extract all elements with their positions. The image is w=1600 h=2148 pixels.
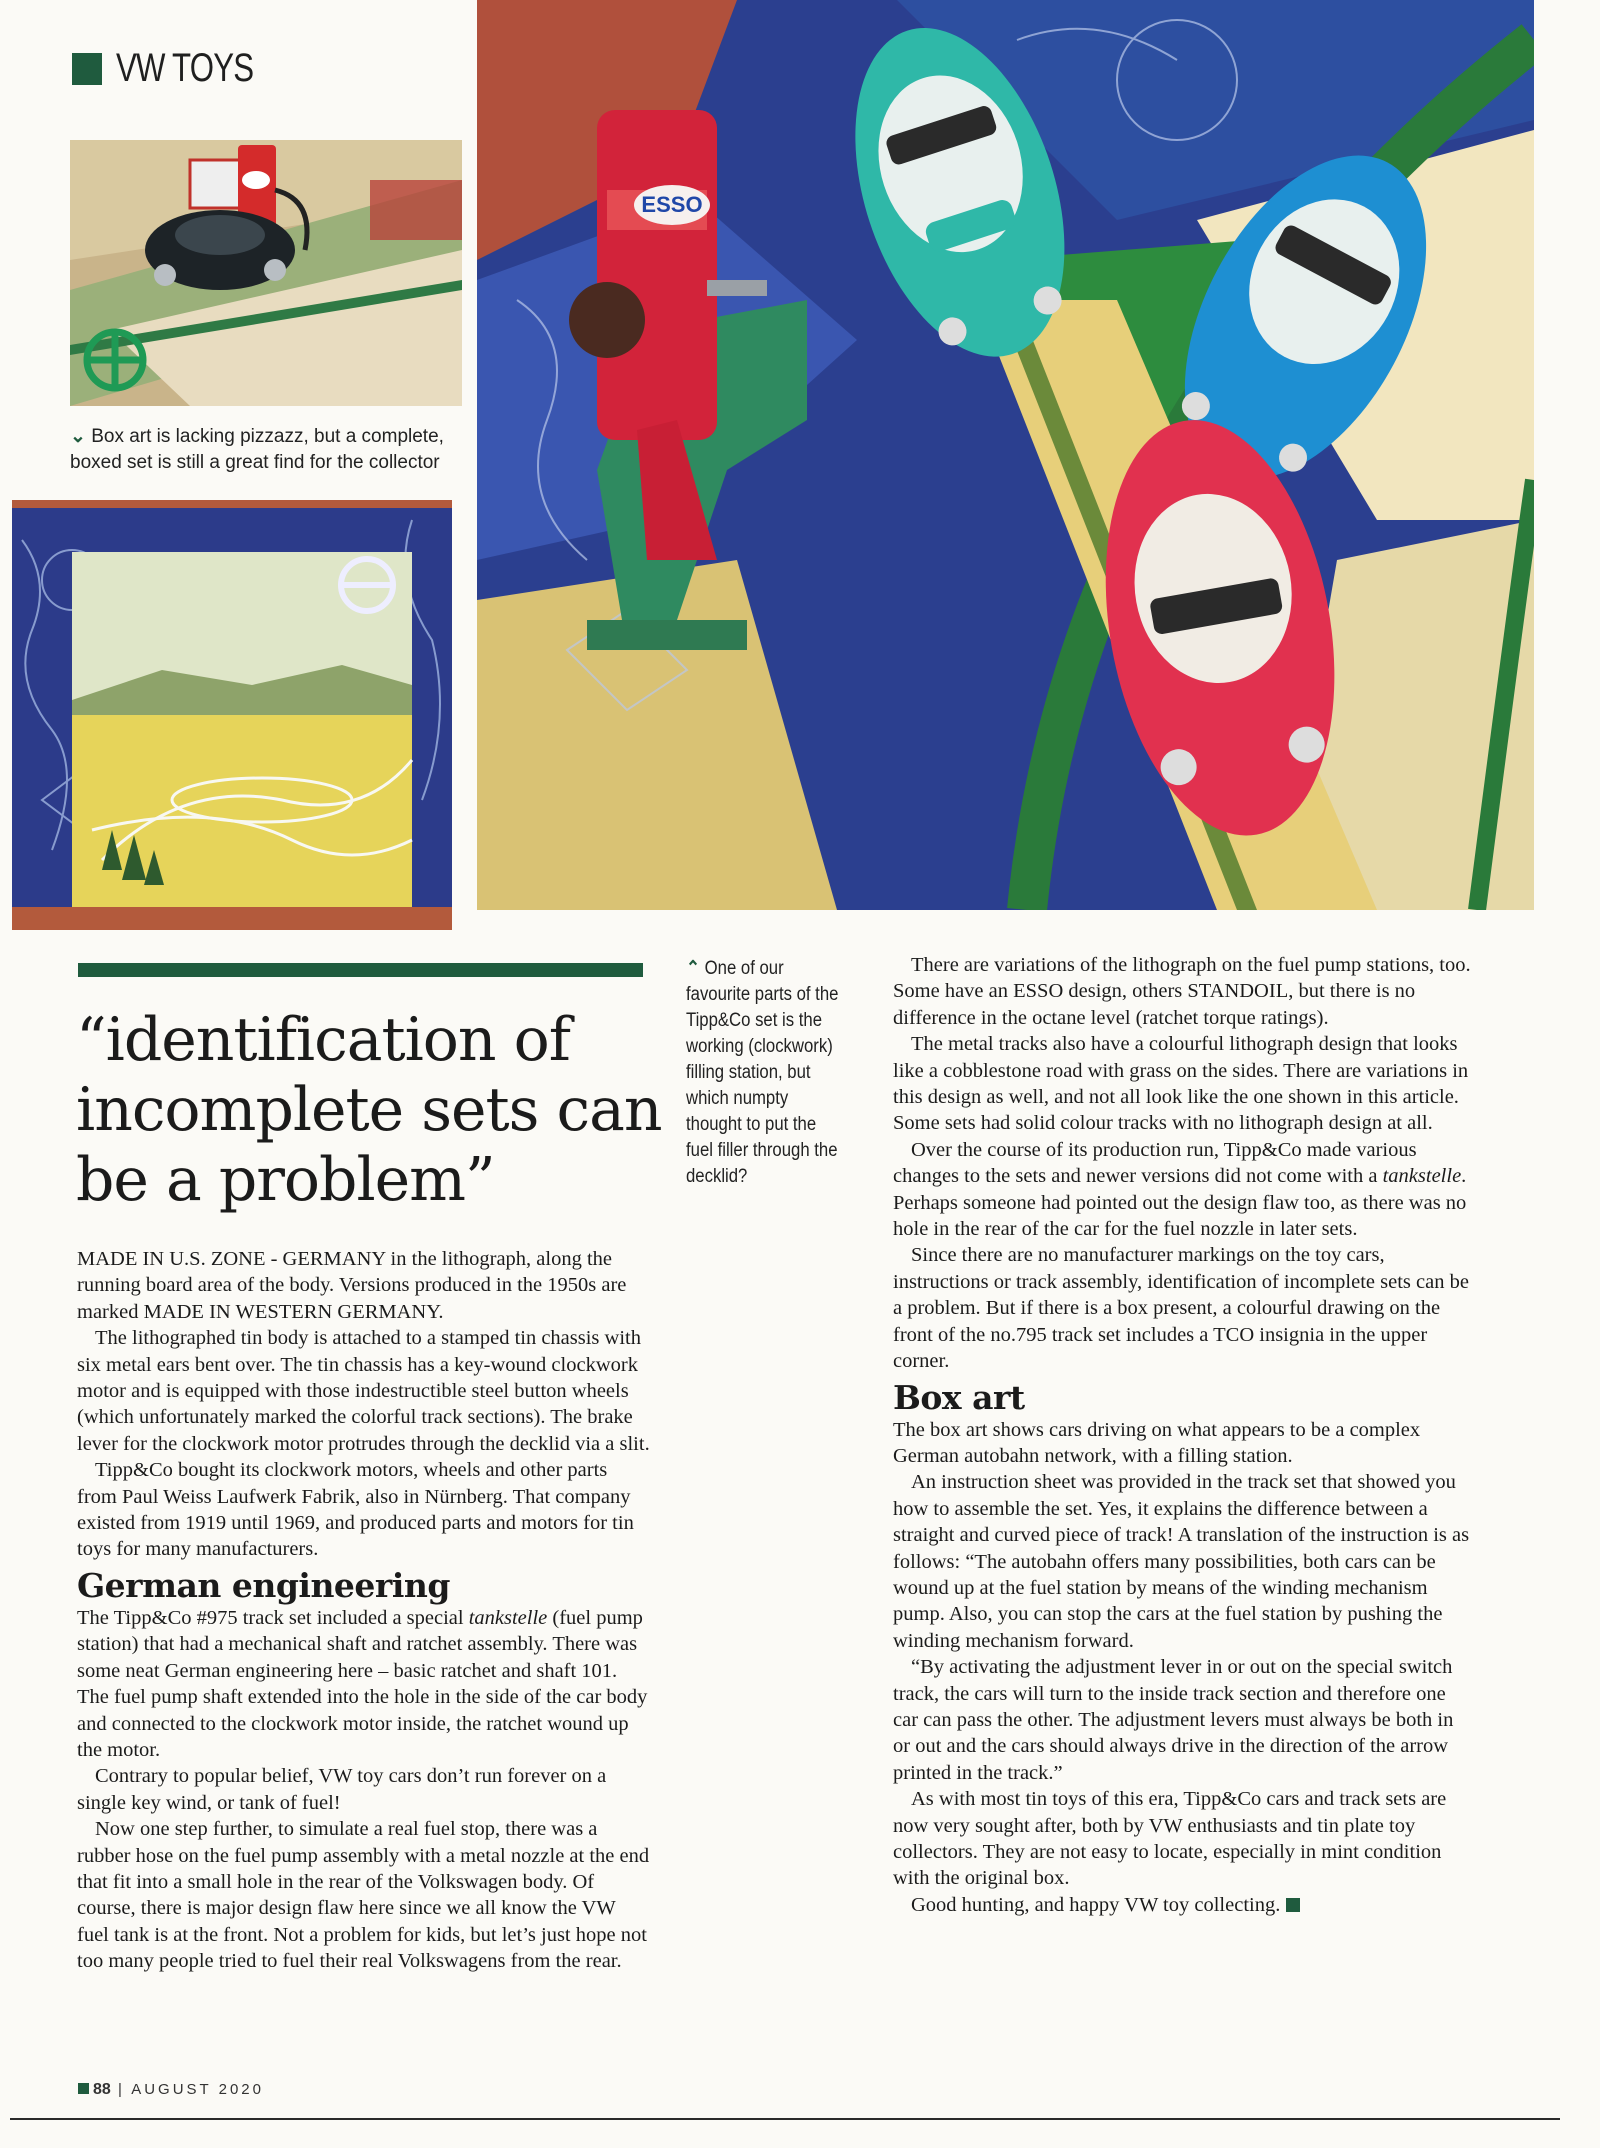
paragraph: The Tipp&Co #975 track set included a special tankstelle (fuel pump station) that had a mechanical shaft and ratchet assembly. There was some neat German engineering here – basic ratchet and shaft 101. The fuel pump shaft extended into the hole in the side of the car body and connected to the clockwork motor inside, the ratchet wound up the motor.	[77, 1606, 648, 1761]
paragraph: The lithographed tin body is attached to a stamped tin chassis with six metal ears bent over. The tin chassis has a key-wound clockwork motor and is equipped with those indestructible steel button wheels (which unfortunately marked the colorful track sections). The brake lever for the clockwork motor protrudes through the decklid via a slit.	[77, 1327, 650, 1455]
end-mark	[1286, 1898, 1300, 1912]
caption-box-art-text: Box art is lacking pizzazz, but a complete, boxed set is still a great find for the collector	[70, 426, 444, 473]
paragraph: “By activating the adjustment lever in or out on the special switch track, the cars will turn to the inside track section and therefore one car can pass the other. The adjustment levers must always be both in or out and the cars should always drive in the direction of the arrow printed in the track.”	[893, 1656, 1454, 1784]
section-marker	[72, 53, 102, 85]
photo-cars-on-track	[477, 0, 1534, 910]
issue-date: AUGUST 2020	[131, 2081, 264, 2098]
pullquote: “identification of incomplete sets can be a problem”	[76, 1005, 662, 1215]
folio-marker	[78, 2083, 89, 2094]
paragraph: An instruction sheet was provided in the track set that showed you how to assemble the set. Yes, it explains the difference between a straight and curved piece of track! A translation of the instruction is as follows: “The autobahn offers many possibilities, both cars can be wound up at the fuel station by means of the winding mechanism pump. Also, you can stop the cars at the fuel station by pushing the winding mechanism forward.	[893, 1471, 1470, 1652]
page-number: 88	[93, 2081, 111, 2098]
paragraph: Good hunting, and happy VW toy collecting.	[893, 1892, 1473, 1918]
caption-filling-station-text: One of our favourite parts of the Tipp&Co set is the working (clockwork) filling station, but which numpty thought to put the fuel filler through the decklid?	[686, 958, 839, 1187]
paragraph: The box art shows cars driving on what appears to be a complex German autobahn network, with a filling station.	[893, 1418, 1421, 1467]
subheading-box-art: Box art	[893, 1377, 1025, 1417]
paragraph: Since there are no manufacturer markings on the toy cars, instructions or track assembly, identification of incomplete sets can be a problem. But if there is a box present, a colourful drawing on the front of the no.795 track set includes a TCO insignia in the upper corner.	[893, 1244, 1469, 1373]
paragraph: MADE IN U.S. ZONE - GERMANY in the lithograph, along the running board area of the body. Versions produced in the 1950s are marked MADE IN WESTERN GERMANY.	[77, 1248, 627, 1323]
chevron-up-icon: ⌃	[686, 958, 701, 979]
paragraph: The metal tracks also have a colourful lithograph design that looks like a cobblestone road with grass on the sides. There are variations in this design as well, and not all look like the one shown in this article. Some sets had solid colour tracks with no lithograph design at all.	[893, 1033, 1469, 1135]
paragraph: Contrary to popular belief, VW toy cars don’t run forever on a single key wind, or tank of fuel!	[77, 1765, 607, 1814]
article-column-left	[77, 1246, 652, 1975]
caption-filling-station	[686, 956, 844, 1190]
chevron-down-icon: ⌄	[70, 426, 86, 447]
photo-car-at-pump	[70, 140, 462, 406]
folio: 88 | AUGUST 2020	[78, 2081, 264, 2099]
article-column-right	[893, 952, 1473, 1918]
pullquote-bar	[78, 963, 643, 977]
pump-label: ESSO	[641, 192, 703, 217]
bottom-rule	[10, 2118, 1560, 2120]
caption-box-art	[70, 424, 470, 476]
section-label: VW TOYS	[116, 46, 254, 90]
paragraph: As with most tin toys of this era, Tipp&Co cars and track sets are now very sought after, both by VW enthusiasts and tin plate toy collectors. They are not easy to locate, especially in mint condition with the original box.	[893, 1788, 1447, 1890]
paragraph: Tipp&Co bought its clockwork motors, wheels and other parts from Paul Weiss Laufwerk Fabrik, also in Nürnberg. That company existed from 1919 until 1969, and produced parts and motors for tin toys for many manufacturers.	[77, 1459, 634, 1561]
paragraph: Now one step further, to simulate a real fuel stop, there was a rubber hose on the fuel pump assembly with a metal nozzle at the end that fit into a small hole in the rear of the Volkswagen body. Of course, there is major design flaw here since we all know the VW fuel tank is at the front. Not a problem for kids, but let’s just hope not too many people tried to fuel their real Volkswagens from the rear.	[77, 1818, 650, 1973]
subheading-german-engineering: German engineering	[77, 1565, 450, 1605]
paragraph: There are variations of the lithograph on the fuel pump stations, too. Some have an ESSO design, others STANDOIL, but there is no difference in the octane level (ratchet torque ratings).	[893, 954, 1471, 1029]
photo-box-art	[12, 500, 452, 930]
paragraph: Over the course of its production run, Tipp&Co made various changes to the sets and newer versions did not come with a tankstelle. Perhaps someone had pointed out the design flaw too, as there was no hole in the rear of the car for the fuel nozzle in later sets.	[893, 1138, 1467, 1241]
